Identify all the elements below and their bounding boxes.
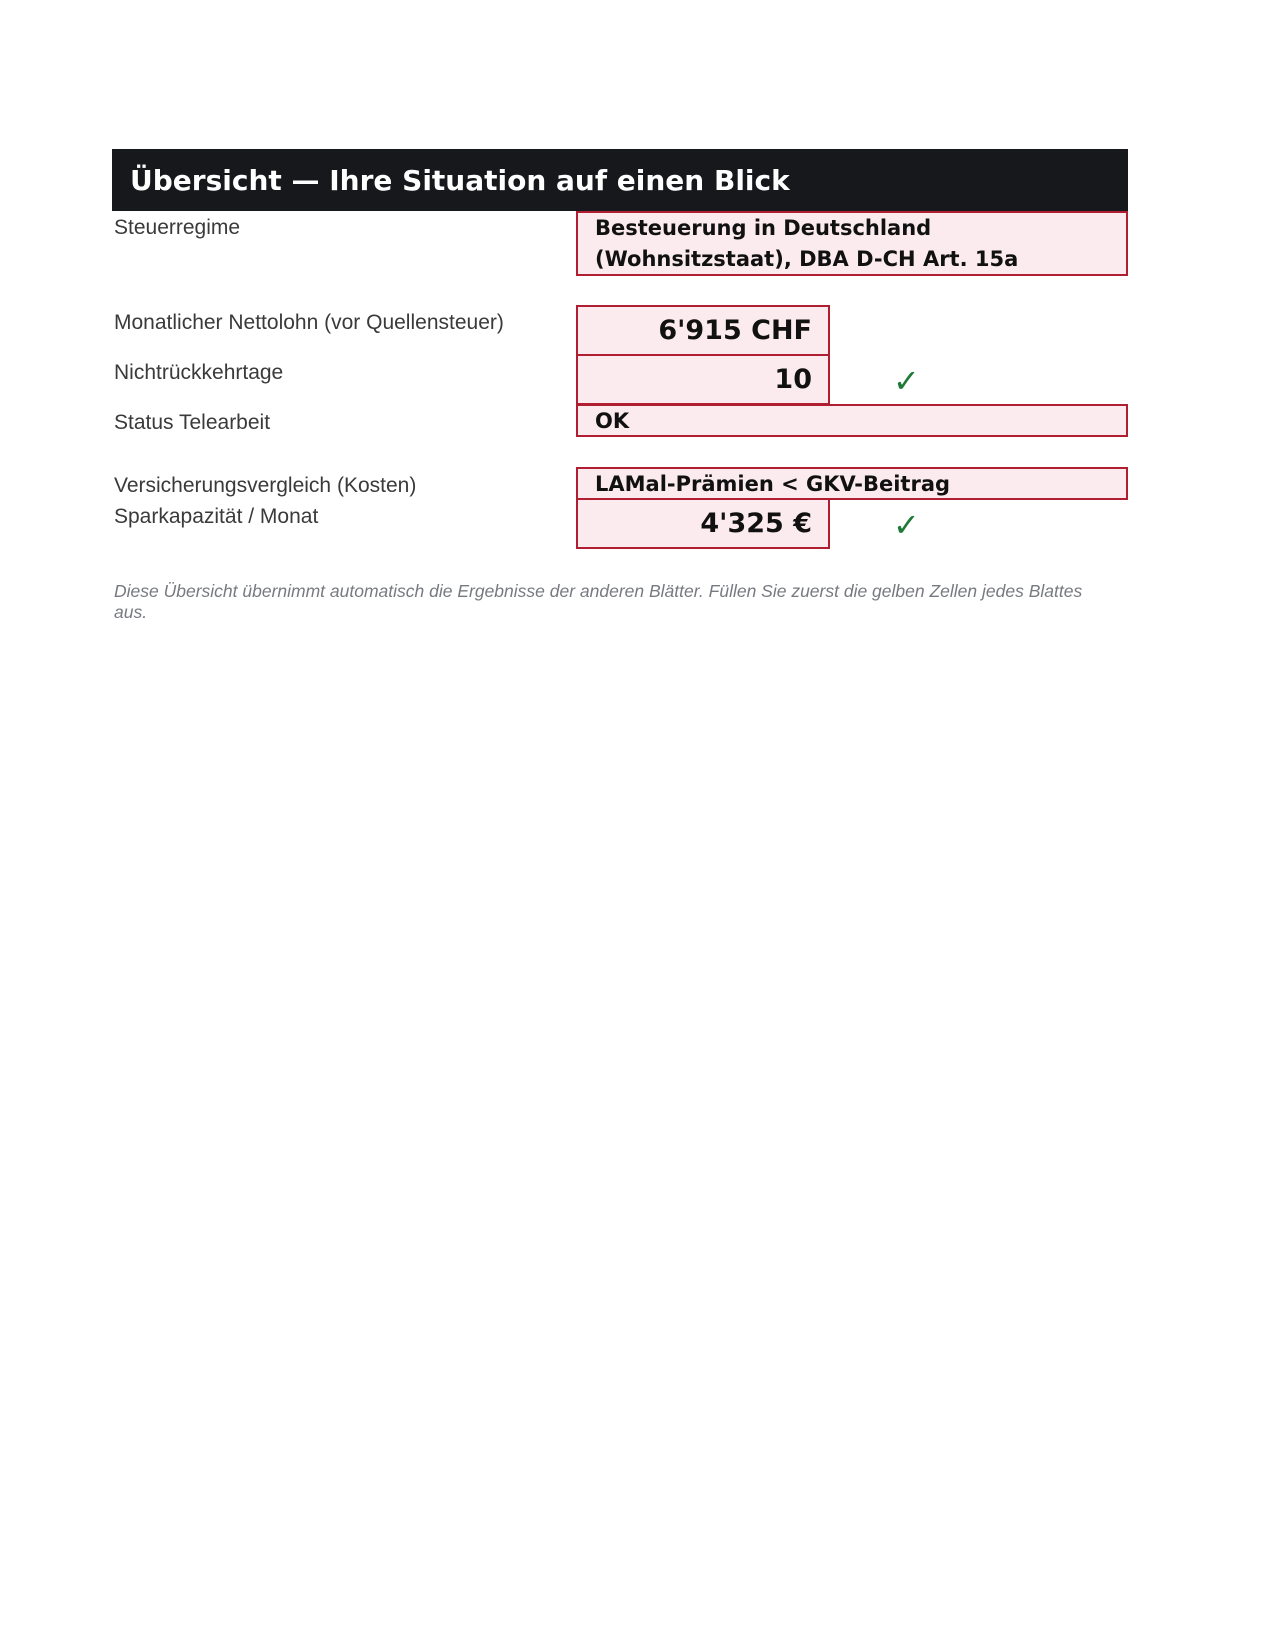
label-steuerregime: Steuerregime: [114, 216, 241, 239]
label-nettolohn: Monatlicher Nettolohn (vor Quellensteuer): [114, 311, 504, 334]
label-sparkapazitaet: Sparkapazität / Monat: [114, 505, 319, 528]
value-nichtrueckkehrtage: 10: [576, 354, 830, 405]
value-nettolohn: 6'915 CHF: [576, 305, 830, 356]
label-telearbeit: Status Telearbeit: [114, 411, 271, 434]
label-nichtrueckkehrtage: Nichtrückkehrtage: [114, 361, 284, 384]
value-steuerregime-line1: Besteuerung in Deutschland: [595, 216, 932, 240]
value-steuerregime: [576, 211, 1128, 276]
page-title: [112, 149, 1128, 211]
value-telearbeit: OK: [576, 404, 1128, 437]
footnote: Diese Übersicht übernimmt automatisch die Ergebnisse der anderen Blätter. Füllen Sie zuerst die gelben Zellen jedes Blattes aus.: [114, 581, 1083, 622]
value-sparkapazitaet: 4'325 €: [576, 498, 830, 549]
value-steuerregime-line2: (Wohnsitzstaat), DBA D-CH Art. 15a: [595, 247, 1019, 271]
check-icon: ✓: [893, 362, 920, 400]
value-versicherung: LAMal-Prämien < GKV-Beitrag: [576, 467, 1128, 500]
check-icon: ✓: [893, 506, 920, 544]
page-title-text: Übersicht — Ihre Situation auf einen Blick: [130, 163, 790, 197]
label-versicherung: Versicherungsvergleich (Kosten): [114, 474, 417, 497]
